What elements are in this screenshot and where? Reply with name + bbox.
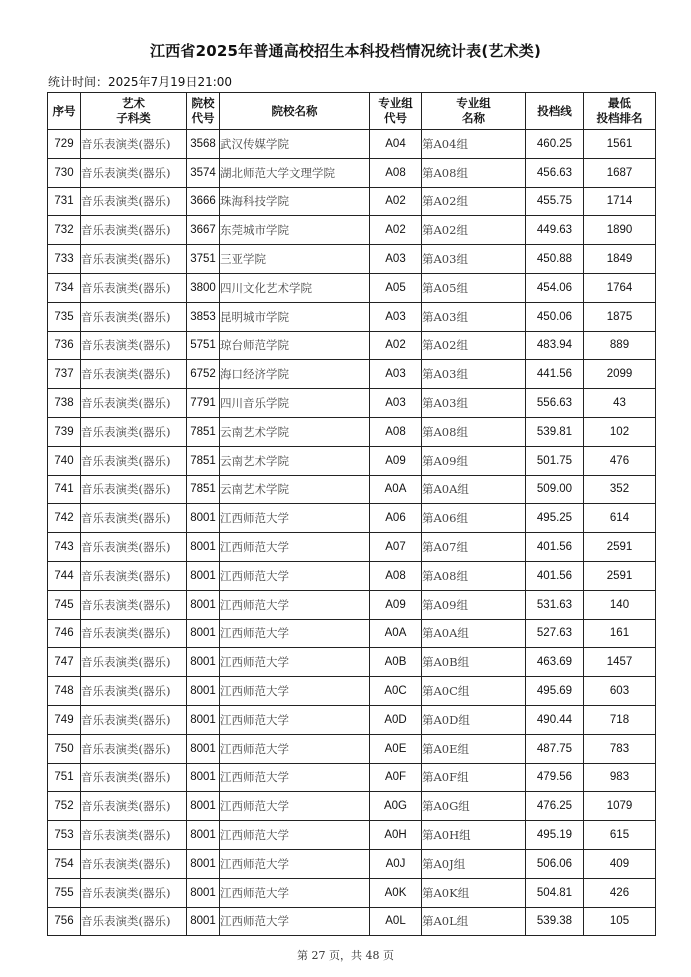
cell-group-name: 第A0J组 bbox=[422, 849, 526, 878]
header-school-code: 院校 代号 bbox=[187, 93, 220, 130]
cell-group-code: A0L bbox=[370, 907, 422, 936]
cell-school-name: 江西师范大学 bbox=[220, 734, 370, 763]
cell-score: 490.44 bbox=[526, 705, 584, 734]
cell-score: 487.75 bbox=[526, 734, 584, 763]
cell-group-code: A0F bbox=[370, 763, 422, 792]
cell-score: 479.56 bbox=[526, 763, 584, 792]
header-min-rank: 最低 投档排名 bbox=[584, 93, 656, 130]
cell-min-rank: 2591 bbox=[584, 533, 656, 562]
cell-score: 495.69 bbox=[526, 677, 584, 706]
cell-score: 531.63 bbox=[526, 590, 584, 619]
cell-group-code: A02 bbox=[370, 331, 422, 360]
table-header-row bbox=[48, 93, 656, 130]
cell-art-subcategory: 音乐表演类(器乐) bbox=[81, 619, 187, 648]
cell-min-rank: 1714 bbox=[584, 187, 656, 216]
cell-seq: 731 bbox=[48, 187, 81, 216]
cell-group-code: A0J bbox=[370, 849, 422, 878]
cell-school-name: 江西师范大学 bbox=[220, 590, 370, 619]
cell-school-code: 8001 bbox=[187, 878, 220, 907]
cell-school-code: 7851 bbox=[187, 417, 220, 446]
cell-art-subcategory: 音乐表演类(器乐) bbox=[81, 216, 187, 245]
cell-art-subcategory: 音乐表演类(器乐) bbox=[81, 821, 187, 850]
cell-art-subcategory: 音乐表演类(器乐) bbox=[81, 504, 187, 533]
cell-school-name: 江西师范大学 bbox=[220, 677, 370, 706]
cell-score: 527.63 bbox=[526, 619, 584, 648]
cell-group-name: 第A05组 bbox=[422, 273, 526, 302]
cell-art-subcategory: 音乐表演类(器乐) bbox=[81, 187, 187, 216]
table-row bbox=[48, 360, 656, 389]
cell-art-subcategory: 音乐表演类(器乐) bbox=[81, 561, 187, 590]
cell-score: 460.25 bbox=[526, 130, 584, 159]
cell-school-name: 江西师范大学 bbox=[220, 619, 370, 648]
table-row bbox=[48, 130, 656, 159]
cell-group-name: 第A0H组 bbox=[422, 821, 526, 850]
cell-art-subcategory: 音乐表演类(器乐) bbox=[81, 446, 187, 475]
cell-group-name: 第A07组 bbox=[422, 533, 526, 562]
table-row bbox=[48, 878, 656, 907]
cell-min-rank: 1687 bbox=[584, 158, 656, 187]
cell-seq: 755 bbox=[48, 878, 81, 907]
table-row bbox=[48, 331, 656, 360]
cell-school-name: 江西师范大学 bbox=[220, 648, 370, 677]
cell-score: 454.06 bbox=[526, 273, 584, 302]
cell-group-name: 第A09组 bbox=[422, 446, 526, 475]
header-school-name: 院校名称 bbox=[220, 93, 370, 130]
cell-group-name: 第A02组 bbox=[422, 187, 526, 216]
cell-group-name: 第A0E组 bbox=[422, 734, 526, 763]
cell-group-code: A03 bbox=[370, 302, 422, 331]
cell-min-rank: 43 bbox=[584, 389, 656, 418]
cell-score: 401.56 bbox=[526, 533, 584, 562]
cell-group-code: A03 bbox=[370, 389, 422, 418]
cell-art-subcategory: 音乐表演类(器乐) bbox=[81, 273, 187, 302]
cell-school-code: 8001 bbox=[187, 619, 220, 648]
cell-art-subcategory: 音乐表演类(器乐) bbox=[81, 158, 187, 187]
cell-school-code: 8001 bbox=[187, 590, 220, 619]
header-art-subcategory: 艺术 子科类 bbox=[81, 93, 187, 130]
admission-table bbox=[47, 92, 656, 936]
cell-min-rank: 140 bbox=[584, 590, 656, 619]
table-row bbox=[48, 446, 656, 475]
cell-art-subcategory: 音乐表演类(器乐) bbox=[81, 734, 187, 763]
table-row bbox=[48, 504, 656, 533]
cell-score: 401.56 bbox=[526, 561, 584, 590]
cell-min-rank: 1457 bbox=[584, 648, 656, 677]
cell-group-name: 第A02组 bbox=[422, 331, 526, 360]
cell-score: 456.63 bbox=[526, 158, 584, 187]
cell-group-code: A03 bbox=[370, 245, 422, 274]
cell-score: 455.75 bbox=[526, 187, 584, 216]
cell-school-name: 江西师范大学 bbox=[220, 533, 370, 562]
table-row bbox=[48, 158, 656, 187]
page-footer: 第 27 页，共 48 页 bbox=[297, 949, 394, 962]
cell-group-name: 第A0C组 bbox=[422, 677, 526, 706]
cell-seq: 730 bbox=[48, 158, 81, 187]
cell-min-rank: 105 bbox=[584, 907, 656, 936]
cell-group-code: A08 bbox=[370, 158, 422, 187]
cell-group-name: 第A0G组 bbox=[422, 792, 526, 821]
table-row bbox=[48, 648, 656, 677]
cell-art-subcategory: 音乐表演类(器乐) bbox=[81, 417, 187, 446]
cell-group-code: A0A bbox=[370, 475, 422, 504]
cell-seq: 738 bbox=[48, 389, 81, 418]
cell-school-code: 3666 bbox=[187, 187, 220, 216]
cell-min-rank: 161 bbox=[584, 619, 656, 648]
cell-school-name: 珠海科技学院 bbox=[220, 187, 370, 216]
cell-min-rank: 1079 bbox=[584, 792, 656, 821]
cell-seq: 733 bbox=[48, 245, 81, 274]
cell-group-name: 第A0K组 bbox=[422, 878, 526, 907]
cell-school-code: 3751 bbox=[187, 245, 220, 274]
cell-group-name: 第A08组 bbox=[422, 561, 526, 590]
cell-group-code: A02 bbox=[370, 216, 422, 245]
cell-min-rank: 1890 bbox=[584, 216, 656, 245]
page-title: 江西省2025年普通高校招生本科投档情况统计表(艺术类) bbox=[149, 42, 542, 60]
cell-score: 539.81 bbox=[526, 417, 584, 446]
cell-group-code: A03 bbox=[370, 360, 422, 389]
cell-min-rank: 352 bbox=[584, 475, 656, 504]
cell-seq: 745 bbox=[48, 590, 81, 619]
cell-group-code: A07 bbox=[370, 533, 422, 562]
cell-score: 506.06 bbox=[526, 849, 584, 878]
cell-art-subcategory: 音乐表演类(器乐) bbox=[81, 763, 187, 792]
header-group-code: 专业组 代号 bbox=[370, 93, 422, 130]
cell-score: 495.25 bbox=[526, 504, 584, 533]
table-row bbox=[48, 273, 656, 302]
cell-score: 463.69 bbox=[526, 648, 584, 677]
cell-art-subcategory: 音乐表演类(器乐) bbox=[81, 705, 187, 734]
cell-seq: 729 bbox=[48, 130, 81, 159]
cell-seq: 744 bbox=[48, 561, 81, 590]
cell-school-code: 3667 bbox=[187, 216, 220, 245]
cell-art-subcategory: 音乐表演类(器乐) bbox=[81, 849, 187, 878]
cell-seq: 743 bbox=[48, 533, 81, 562]
cell-school-code: 8001 bbox=[187, 734, 220, 763]
cell-group-name: 第A03组 bbox=[422, 360, 526, 389]
table-row bbox=[48, 907, 656, 936]
header-group-name: 专业组 名称 bbox=[422, 93, 526, 130]
cell-seq: 737 bbox=[48, 360, 81, 389]
cell-seq: 756 bbox=[48, 907, 81, 936]
cell-school-code: 6752 bbox=[187, 360, 220, 389]
cell-min-rank: 983 bbox=[584, 763, 656, 792]
cell-score: 450.06 bbox=[526, 302, 584, 331]
table-row bbox=[48, 792, 656, 821]
cell-group-name: 第A0B组 bbox=[422, 648, 526, 677]
cell-art-subcategory: 音乐表演类(器乐) bbox=[81, 389, 187, 418]
cell-group-code: A08 bbox=[370, 417, 422, 446]
cell-score: 509.00 bbox=[526, 475, 584, 504]
cell-seq: 752 bbox=[48, 792, 81, 821]
table-row bbox=[48, 302, 656, 331]
cell-group-code: A0H bbox=[370, 821, 422, 850]
cell-school-code: 8001 bbox=[187, 533, 220, 562]
cell-seq: 753 bbox=[48, 821, 81, 850]
stat-time: 统计时间：2025年7月19日21:00 bbox=[48, 75, 233, 89]
cell-group-code: A02 bbox=[370, 187, 422, 216]
cell-school-code: 8001 bbox=[187, 792, 220, 821]
cell-seq: 754 bbox=[48, 849, 81, 878]
cell-group-name: 第A0D组 bbox=[422, 705, 526, 734]
cell-art-subcategory: 音乐表演类(器乐) bbox=[81, 245, 187, 274]
cell-school-name: 琼台师范学院 bbox=[220, 331, 370, 360]
cell-min-rank: 476 bbox=[584, 446, 656, 475]
cell-group-name: 第A0L组 bbox=[422, 907, 526, 936]
cell-school-code: 8001 bbox=[187, 677, 220, 706]
cell-group-name: 第A0A组 bbox=[422, 475, 526, 504]
cell-group-code: A0A bbox=[370, 619, 422, 648]
cell-art-subcategory: 音乐表演类(器乐) bbox=[81, 475, 187, 504]
table-row bbox=[48, 849, 656, 878]
table-row bbox=[48, 763, 656, 792]
cell-group-code: A08 bbox=[370, 561, 422, 590]
cell-school-name: 四川音乐学院 bbox=[220, 389, 370, 418]
cell-min-rank: 2099 bbox=[584, 360, 656, 389]
cell-school-code: 3800 bbox=[187, 273, 220, 302]
cell-school-name: 江西师范大学 bbox=[220, 504, 370, 533]
cell-group-name: 第A02组 bbox=[422, 216, 526, 245]
cell-school-code: 8001 bbox=[187, 504, 220, 533]
table-row bbox=[48, 187, 656, 216]
cell-school-name: 武汉传媒学院 bbox=[220, 130, 370, 159]
table-row bbox=[48, 475, 656, 504]
cell-group-name: 第A09组 bbox=[422, 590, 526, 619]
cell-group-code: A0K bbox=[370, 878, 422, 907]
cell-seq: 750 bbox=[48, 734, 81, 763]
cell-seq: 736 bbox=[48, 331, 81, 360]
table-row bbox=[48, 216, 656, 245]
table-row bbox=[48, 619, 656, 648]
cell-score: 441.56 bbox=[526, 360, 584, 389]
cell-group-name: 第A04组 bbox=[422, 130, 526, 159]
cell-score: 501.75 bbox=[526, 446, 584, 475]
cell-min-rank: 1849 bbox=[584, 245, 656, 274]
table-row bbox=[48, 417, 656, 446]
cell-school-name: 江西师范大学 bbox=[220, 705, 370, 734]
cell-score: 539.38 bbox=[526, 907, 584, 936]
header-score: 投档线 bbox=[526, 93, 584, 130]
cell-seq: 732 bbox=[48, 216, 81, 245]
cell-group-name: 第A03组 bbox=[422, 302, 526, 331]
cell-min-rank: 783 bbox=[584, 734, 656, 763]
cell-min-rank: 889 bbox=[584, 331, 656, 360]
cell-group-code: A09 bbox=[370, 446, 422, 475]
table-row bbox=[48, 245, 656, 274]
cell-seq: 735 bbox=[48, 302, 81, 331]
cell-min-rank: 718 bbox=[584, 705, 656, 734]
cell-school-code: 8001 bbox=[187, 907, 220, 936]
cell-group-code: A04 bbox=[370, 130, 422, 159]
cell-min-rank: 102 bbox=[584, 417, 656, 446]
cell-seq: 746 bbox=[48, 619, 81, 648]
cell-school-name: 湖北师范大学文理学院 bbox=[220, 158, 370, 187]
cell-school-code: 8001 bbox=[187, 648, 220, 677]
cell-school-name: 海口经济学院 bbox=[220, 360, 370, 389]
cell-school-name: 东莞城市学院 bbox=[220, 216, 370, 245]
table-row bbox=[48, 677, 656, 706]
cell-school-name: 江西师范大学 bbox=[220, 821, 370, 850]
cell-min-rank: 603 bbox=[584, 677, 656, 706]
table-row bbox=[48, 705, 656, 734]
table-row bbox=[48, 561, 656, 590]
cell-group-code: A0G bbox=[370, 792, 422, 821]
cell-school-code: 7851 bbox=[187, 475, 220, 504]
cell-group-name: 第A06组 bbox=[422, 504, 526, 533]
cell-art-subcategory: 音乐表演类(器乐) bbox=[81, 648, 187, 677]
cell-group-code: A06 bbox=[370, 504, 422, 533]
cell-school-name: 江西师范大学 bbox=[220, 849, 370, 878]
cell-art-subcategory: 音乐表演类(器乐) bbox=[81, 360, 187, 389]
cell-group-code: A0D bbox=[370, 705, 422, 734]
cell-art-subcategory: 音乐表演类(器乐) bbox=[81, 533, 187, 562]
table-row bbox=[48, 533, 656, 562]
cell-school-name: 江西师范大学 bbox=[220, 763, 370, 792]
cell-seq: 747 bbox=[48, 648, 81, 677]
cell-school-name: 江西师范大学 bbox=[220, 561, 370, 590]
table-row bbox=[48, 590, 656, 619]
cell-school-code: 8001 bbox=[187, 821, 220, 850]
header-seq: 序号 bbox=[48, 93, 81, 130]
cell-group-code: A09 bbox=[370, 590, 422, 619]
cell-seq: 734 bbox=[48, 273, 81, 302]
cell-school-name: 云南艺术学院 bbox=[220, 446, 370, 475]
cell-art-subcategory: 音乐表演类(器乐) bbox=[81, 331, 187, 360]
cell-school-code: 7791 bbox=[187, 389, 220, 418]
cell-score: 483.94 bbox=[526, 331, 584, 360]
cell-score: 495.19 bbox=[526, 821, 584, 850]
cell-group-name: 第A08组 bbox=[422, 158, 526, 187]
cell-school-name: 江西师范大学 bbox=[220, 878, 370, 907]
cell-school-code: 5751 bbox=[187, 331, 220, 360]
cell-min-rank: 1561 bbox=[584, 130, 656, 159]
cell-min-rank: 1764 bbox=[584, 273, 656, 302]
cell-min-rank: 1875 bbox=[584, 302, 656, 331]
cell-group-code: A0E bbox=[370, 734, 422, 763]
cell-min-rank: 2591 bbox=[584, 561, 656, 590]
cell-seq: 739 bbox=[48, 417, 81, 446]
cell-school-name: 昆明城市学院 bbox=[220, 302, 370, 331]
cell-art-subcategory: 音乐表演类(器乐) bbox=[81, 677, 187, 706]
cell-score: 556.63 bbox=[526, 389, 584, 418]
cell-score: 504.81 bbox=[526, 878, 584, 907]
cell-min-rank: 426 bbox=[584, 878, 656, 907]
cell-school-name: 江西师范大学 bbox=[220, 907, 370, 936]
cell-school-code: 7851 bbox=[187, 446, 220, 475]
cell-seq: 741 bbox=[48, 475, 81, 504]
cell-group-code: A05 bbox=[370, 273, 422, 302]
cell-school-name: 三亚学院 bbox=[220, 245, 370, 274]
cell-seq: 751 bbox=[48, 763, 81, 792]
cell-school-code: 8001 bbox=[187, 849, 220, 878]
table-row bbox=[48, 389, 656, 418]
table-row bbox=[48, 821, 656, 850]
cell-group-name: 第A08组 bbox=[422, 417, 526, 446]
cell-school-code: 8001 bbox=[187, 705, 220, 734]
cell-group-name: 第A03组 bbox=[422, 245, 526, 274]
cell-group-name: 第A0F组 bbox=[422, 763, 526, 792]
cell-group-name: 第A0A组 bbox=[422, 619, 526, 648]
cell-seq: 742 bbox=[48, 504, 81, 533]
cell-seq: 748 bbox=[48, 677, 81, 706]
table-row bbox=[48, 734, 656, 763]
cell-group-name: 第A03组 bbox=[422, 389, 526, 418]
cell-group-code: A0C bbox=[370, 677, 422, 706]
cell-seq: 749 bbox=[48, 705, 81, 734]
cell-art-subcategory: 音乐表演类(器乐) bbox=[81, 792, 187, 821]
cell-min-rank: 615 bbox=[584, 821, 656, 850]
cell-seq: 740 bbox=[48, 446, 81, 475]
cell-school-code: 3853 bbox=[187, 302, 220, 331]
cell-art-subcategory: 音乐表演类(器乐) bbox=[81, 590, 187, 619]
cell-school-code: 8001 bbox=[187, 763, 220, 792]
cell-score: 450.88 bbox=[526, 245, 584, 274]
cell-school-name: 四川文化艺术学院 bbox=[220, 273, 370, 302]
cell-school-code: 3568 bbox=[187, 130, 220, 159]
cell-school-code: 3574 bbox=[187, 158, 220, 187]
cell-group-code: A0B bbox=[370, 648, 422, 677]
cell-school-name: 云南艺术学院 bbox=[220, 417, 370, 446]
cell-score: 449.63 bbox=[526, 216, 584, 245]
cell-school-name: 江西师范大学 bbox=[220, 792, 370, 821]
cell-score: 476.25 bbox=[526, 792, 584, 821]
cell-art-subcategory: 音乐表演类(器乐) bbox=[81, 878, 187, 907]
cell-school-name: 云南艺术学院 bbox=[220, 475, 370, 504]
cell-min-rank: 614 bbox=[584, 504, 656, 533]
cell-art-subcategory: 音乐表演类(器乐) bbox=[81, 130, 187, 159]
cell-art-subcategory: 音乐表演类(器乐) bbox=[81, 907, 187, 936]
cell-school-code: 8001 bbox=[187, 561, 220, 590]
cell-art-subcategory: 音乐表演类(器乐) bbox=[81, 302, 187, 331]
cell-min-rank: 409 bbox=[584, 849, 656, 878]
